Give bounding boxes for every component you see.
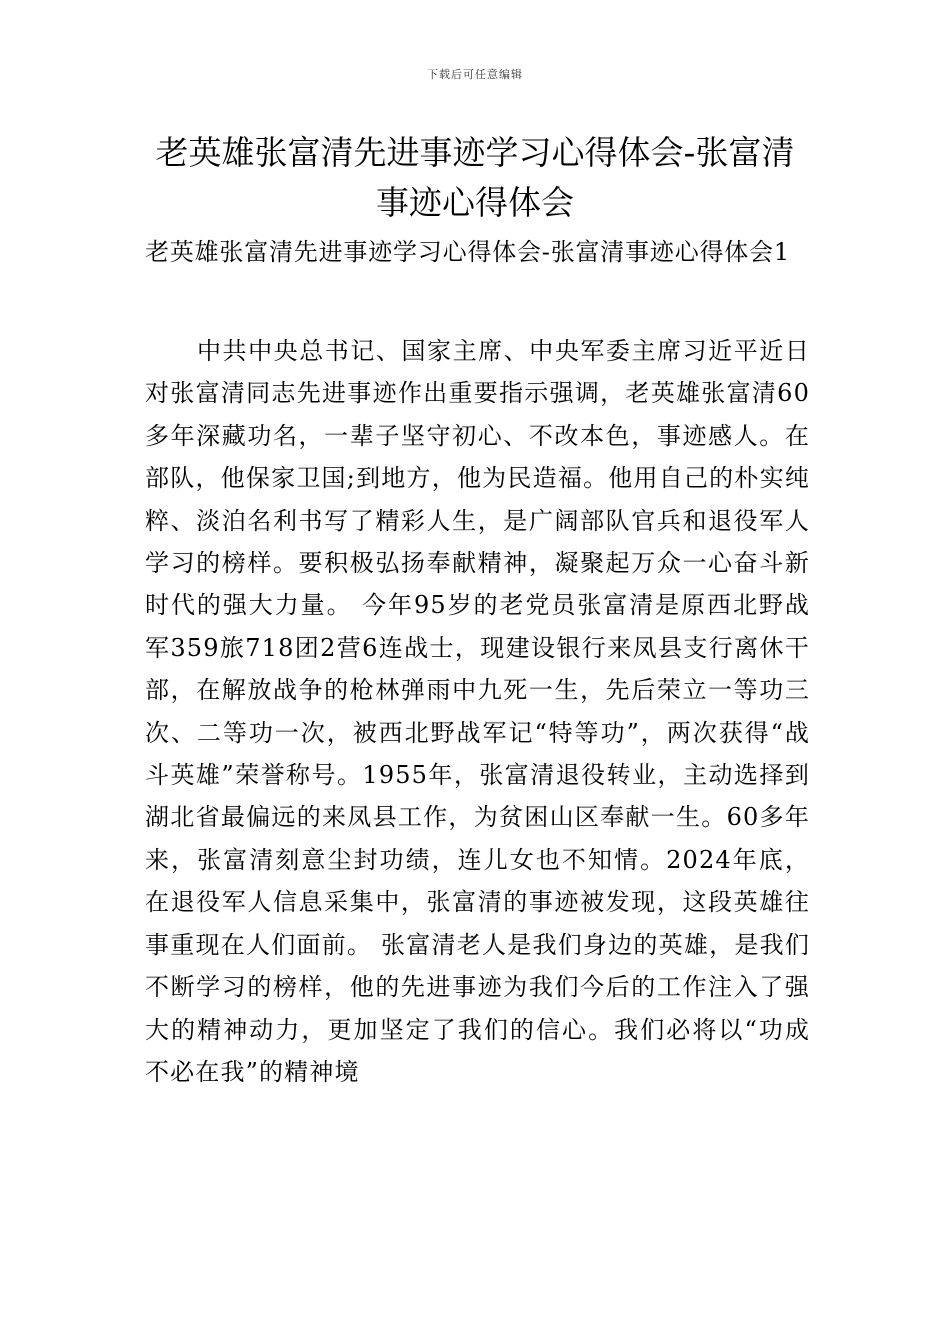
body-paragraph: 中共中央总书记、国家主席、中央军委主席习近平近日对张富清同志先进事迹作出重要指示强调，老英雄张富清60多年深藏功名，一辈子坚守初心、不改本色，事迹感人。在部队，他保家卫国;到地方，他为民造福。他用自己的朴实纯粹、淡泊名利书写了精彩人生，是广阔部队官兵和退役军人学习的榜样。要积极弘扬奉献精神，凝聚起万众一心奋斗新时代的强大力量。 今年95岁的老党员张富清是原西北野战军359旅718团2营6连战士，现建设银行来凤县支行离休干部，在解放战争的枪林弹雨中九死一生，先后荣立一等功三次、二等功一次，被西北野战军记“特等功”，两次获得“战斗英雄”荣誉称号。1955年，张富清退役转业，主动选择到湖北省最偏远的来凤县工作，为贫困山区奉献一生。60多年来，张富清刻意尘封功绩，连儿女也不知情。2024年底，在退役军人信息采集中，张富清的事迹被发现，这段英雄往事重现在人们面前。 张富清老人是我们身边的英雄，是我们不断学习的榜样，他的先进事迹为我们今后的工作注入了强大的精神动力，更加坚定了我们的信心。我们必将以“功成不必在我”的精神境: [145, 337, 810, 1086]
document-subtitle: 老英雄张富清先进事迹学习心得体会-张富清事迹心得体会1: [145, 238, 790, 266]
document-title: 老英雄张富清先进事迹学习心得体会-张富清事迹心得体会: [155, 133, 795, 222]
header-note: 下载后可任意编辑: [427, 68, 523, 81]
